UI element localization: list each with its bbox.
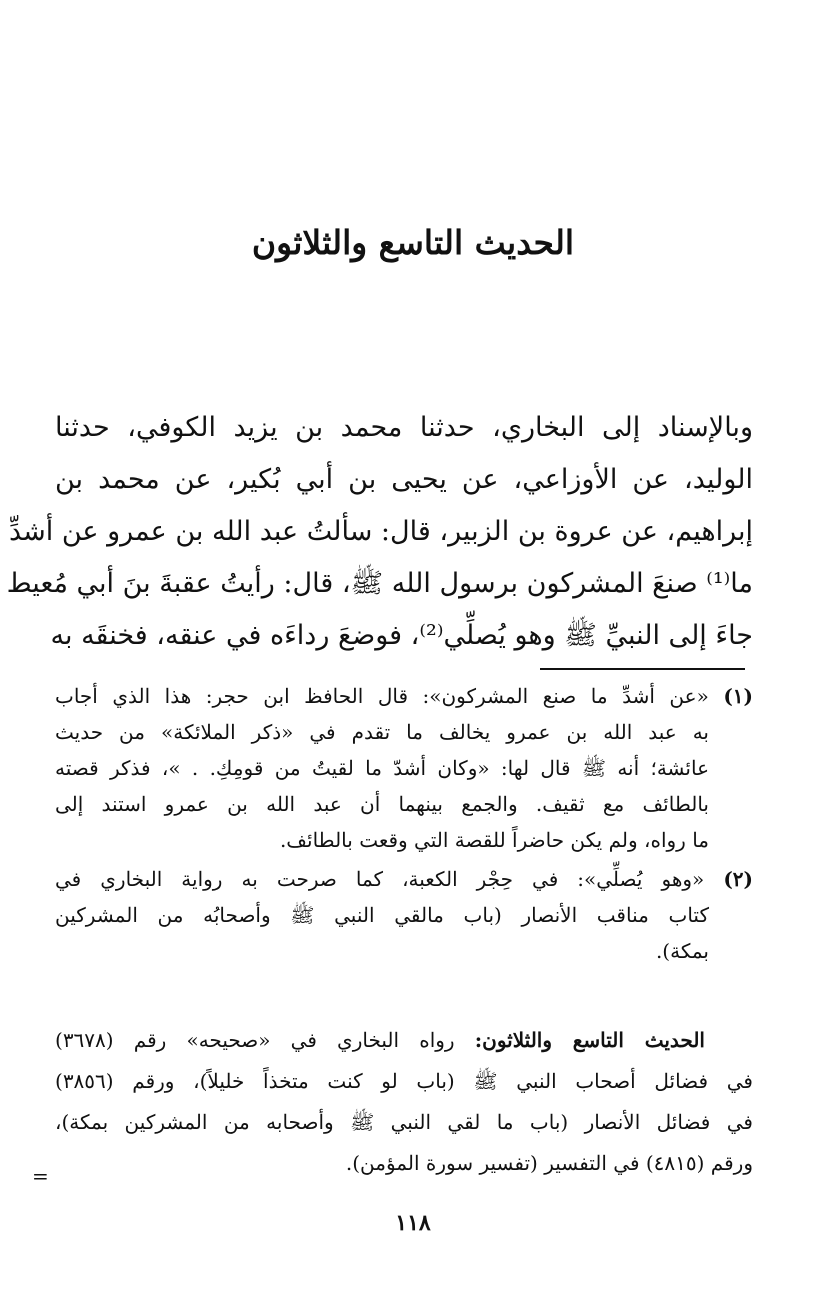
footnotes bbox=[55, 678, 753, 972]
continuation-mark: = bbox=[32, 1164, 49, 1188]
footnote-marker: (١) bbox=[723, 684, 753, 708]
footnote-line: كتاب مناقب الأنصار (باب مالقي النبي ﷺ وأصحابُه من المشركين bbox=[55, 903, 709, 927]
footnote-line: ما رواه، ولم يكن حاضراً للقصة التي وقعت بالطائف. bbox=[279, 828, 709, 852]
hadith-text-line: الوليد، عن الأوزاعي، عن يحيى بن أبي بُكير، عن محمد بن bbox=[55, 464, 753, 495]
footnote-line: بمكة). bbox=[655, 939, 709, 963]
footnote-2 bbox=[55, 861, 753, 969]
footnote-line bbox=[55, 678, 753, 714]
footnote-line: عائشة؛ أنه ﷺ قال لها: «وكان أشدّ ما لقيتُ من قومِكِ. . »، فذكر قصته bbox=[55, 756, 709, 780]
chapter-title: الحديث التاسع والثلاثون bbox=[251, 223, 575, 262]
hadith-source-note bbox=[55, 1020, 753, 1184]
hadith-text-line: جاءَ إلى النبيِّ ﷺ وهو يُصلِّي⁽²⁾، فوضعَ رداءَه في عنقه، فخنقَه به bbox=[50, 620, 753, 651]
footnote-text: «عن أشدِّ ما صنع المشركون»: قال الحافظ ابن حجر: هذا الذي أجاب bbox=[55, 684, 709, 708]
source-label: الحديث التاسع والثلاثون: bbox=[474, 1028, 705, 1052]
footnote-line bbox=[55, 861, 753, 897]
hadith-text-line: وبالإسناد إلى البخاري، حدثنا محمد بن يزيد الكوفي، حدثنا bbox=[55, 412, 753, 443]
source-line bbox=[55, 1020, 753, 1061]
source-line: في فضائل أصحاب النبي ﷺ (باب لو كنت متخذاً خليلاً)، ورقم (٣٨٥٦) bbox=[55, 1069, 753, 1093]
hadith-text-line: ما⁽¹⁾ صنعَ المشركون برسول الله ﷺ، قال: رأيتُ عقبةَ بنَ أبي مُعيط bbox=[6, 568, 753, 599]
source-text: رواه البخاري في «صحيحه» رقم (٣٦٧٨) bbox=[55, 1028, 475, 1052]
footnote-line: به عبد الله بن عمرو يخالف ما تقدم في «ذكر الملائكة» من حديث bbox=[55, 720, 709, 744]
footnote-1 bbox=[55, 678, 753, 858]
hadith-text bbox=[6, 402, 753, 662]
source-line: في فضائل الأنصار (باب ما لقي النبي ﷺ وأصحابه من المشركين بمكة)، bbox=[55, 1110, 753, 1134]
source-line: ورقم (٤٨١٥) في التفسير (تفسير سورة المؤمن). bbox=[345, 1151, 753, 1175]
footnote-line: بالطائف مع ثقيف. والجمع بينهما أن عبد الله بن عمرو استند إلى bbox=[55, 792, 709, 816]
footnote-text: «وهو يُصلِّي»: في حِجْر الكعبة، كما صرحت به رواية البخاري في bbox=[55, 867, 705, 891]
hadith-text-line: إبراهيم، عن عروة بن الزبير، قال: سألتُ عبد الله بن عمرو عن أشدِّ bbox=[9, 516, 753, 547]
page-number: ١١٨ bbox=[395, 1210, 431, 1236]
footnote-marker: (٢) bbox=[723, 867, 754, 891]
footnote-divider bbox=[540, 668, 745, 670]
